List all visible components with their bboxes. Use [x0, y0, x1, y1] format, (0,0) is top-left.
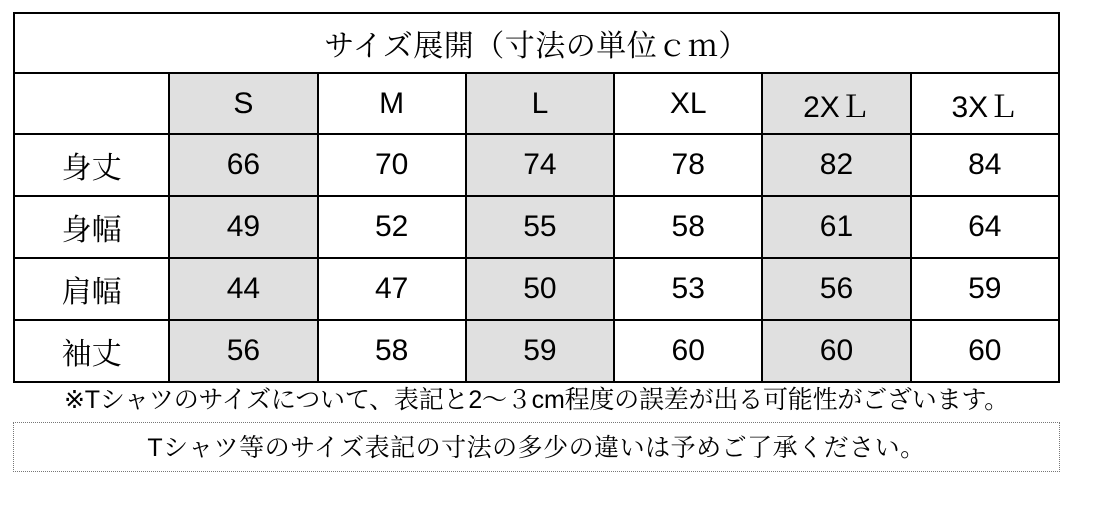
cell-width-2xl: 61	[762, 196, 910, 258]
column-header-l: L	[466, 73, 614, 134]
row-label-sleeve: 袖丈	[14, 320, 169, 382]
header-corner-cell	[14, 73, 169, 134]
row-label-shoulder: 肩幅	[14, 258, 169, 320]
column-header-s: S	[169, 73, 317, 134]
row-label-width: 身幅	[14, 196, 169, 258]
cell-width-3xl: 64	[911, 196, 1059, 258]
page-title: サイズ展開（寸法の単位ｃｍ）	[14, 13, 1059, 73]
column-header-3xl: 3XＬ	[911, 73, 1059, 134]
size-table-container	[13, 12, 1060, 383]
cell-length-m: 70	[318, 134, 466, 196]
table-row	[14, 258, 1059, 320]
row-label-length: 身丈	[14, 134, 169, 196]
cell-sleeve-xl: 60	[614, 320, 762, 382]
table-header-row	[14, 73, 1059, 134]
cell-shoulder-s: 44	[169, 258, 317, 320]
cell-width-m: 52	[318, 196, 466, 258]
note-size-tolerance: ※Tシャツのサイズについて、表記と2〜３cm程度の誤差が出る可能性がございます。	[64, 386, 1009, 414]
cell-sleeve-m: 58	[318, 320, 466, 382]
cell-width-s: 49	[169, 196, 317, 258]
cell-shoulder-m: 47	[318, 258, 466, 320]
column-header-2xl: 2XＬ	[762, 73, 910, 134]
table-row	[14, 196, 1059, 258]
table-row	[14, 320, 1059, 382]
column-header-xl: XL	[614, 73, 762, 134]
cell-shoulder-l: 50	[466, 258, 614, 320]
cell-sleeve-3xl: 60	[911, 320, 1059, 382]
table-row	[14, 134, 1059, 196]
cell-width-xl: 58	[614, 196, 762, 258]
cell-length-l: 74	[466, 134, 614, 196]
cell-length-s: 66	[169, 134, 317, 196]
cell-shoulder-xl: 53	[614, 258, 762, 320]
column-header-m: M	[318, 73, 466, 134]
cell-sleeve-2xl: 60	[762, 320, 910, 382]
cell-sleeve-s: 56	[169, 320, 317, 382]
cell-length-2xl: 82	[762, 134, 910, 196]
table-title-row	[14, 13, 1059, 73]
cell-shoulder-3xl: 59	[911, 258, 1059, 320]
cell-length-xl: 78	[614, 134, 762, 196]
cell-sleeve-l: 59	[466, 320, 614, 382]
size-table	[13, 12, 1060, 383]
cell-shoulder-2xl: 56	[762, 258, 910, 320]
note-size-disclaimer: Tシャツ等のサイズ表記の寸法の多少の違いは予めご了承ください。	[13, 422, 1060, 472]
cell-length-3xl: 84	[911, 134, 1059, 196]
cell-width-l: 55	[466, 196, 614, 258]
